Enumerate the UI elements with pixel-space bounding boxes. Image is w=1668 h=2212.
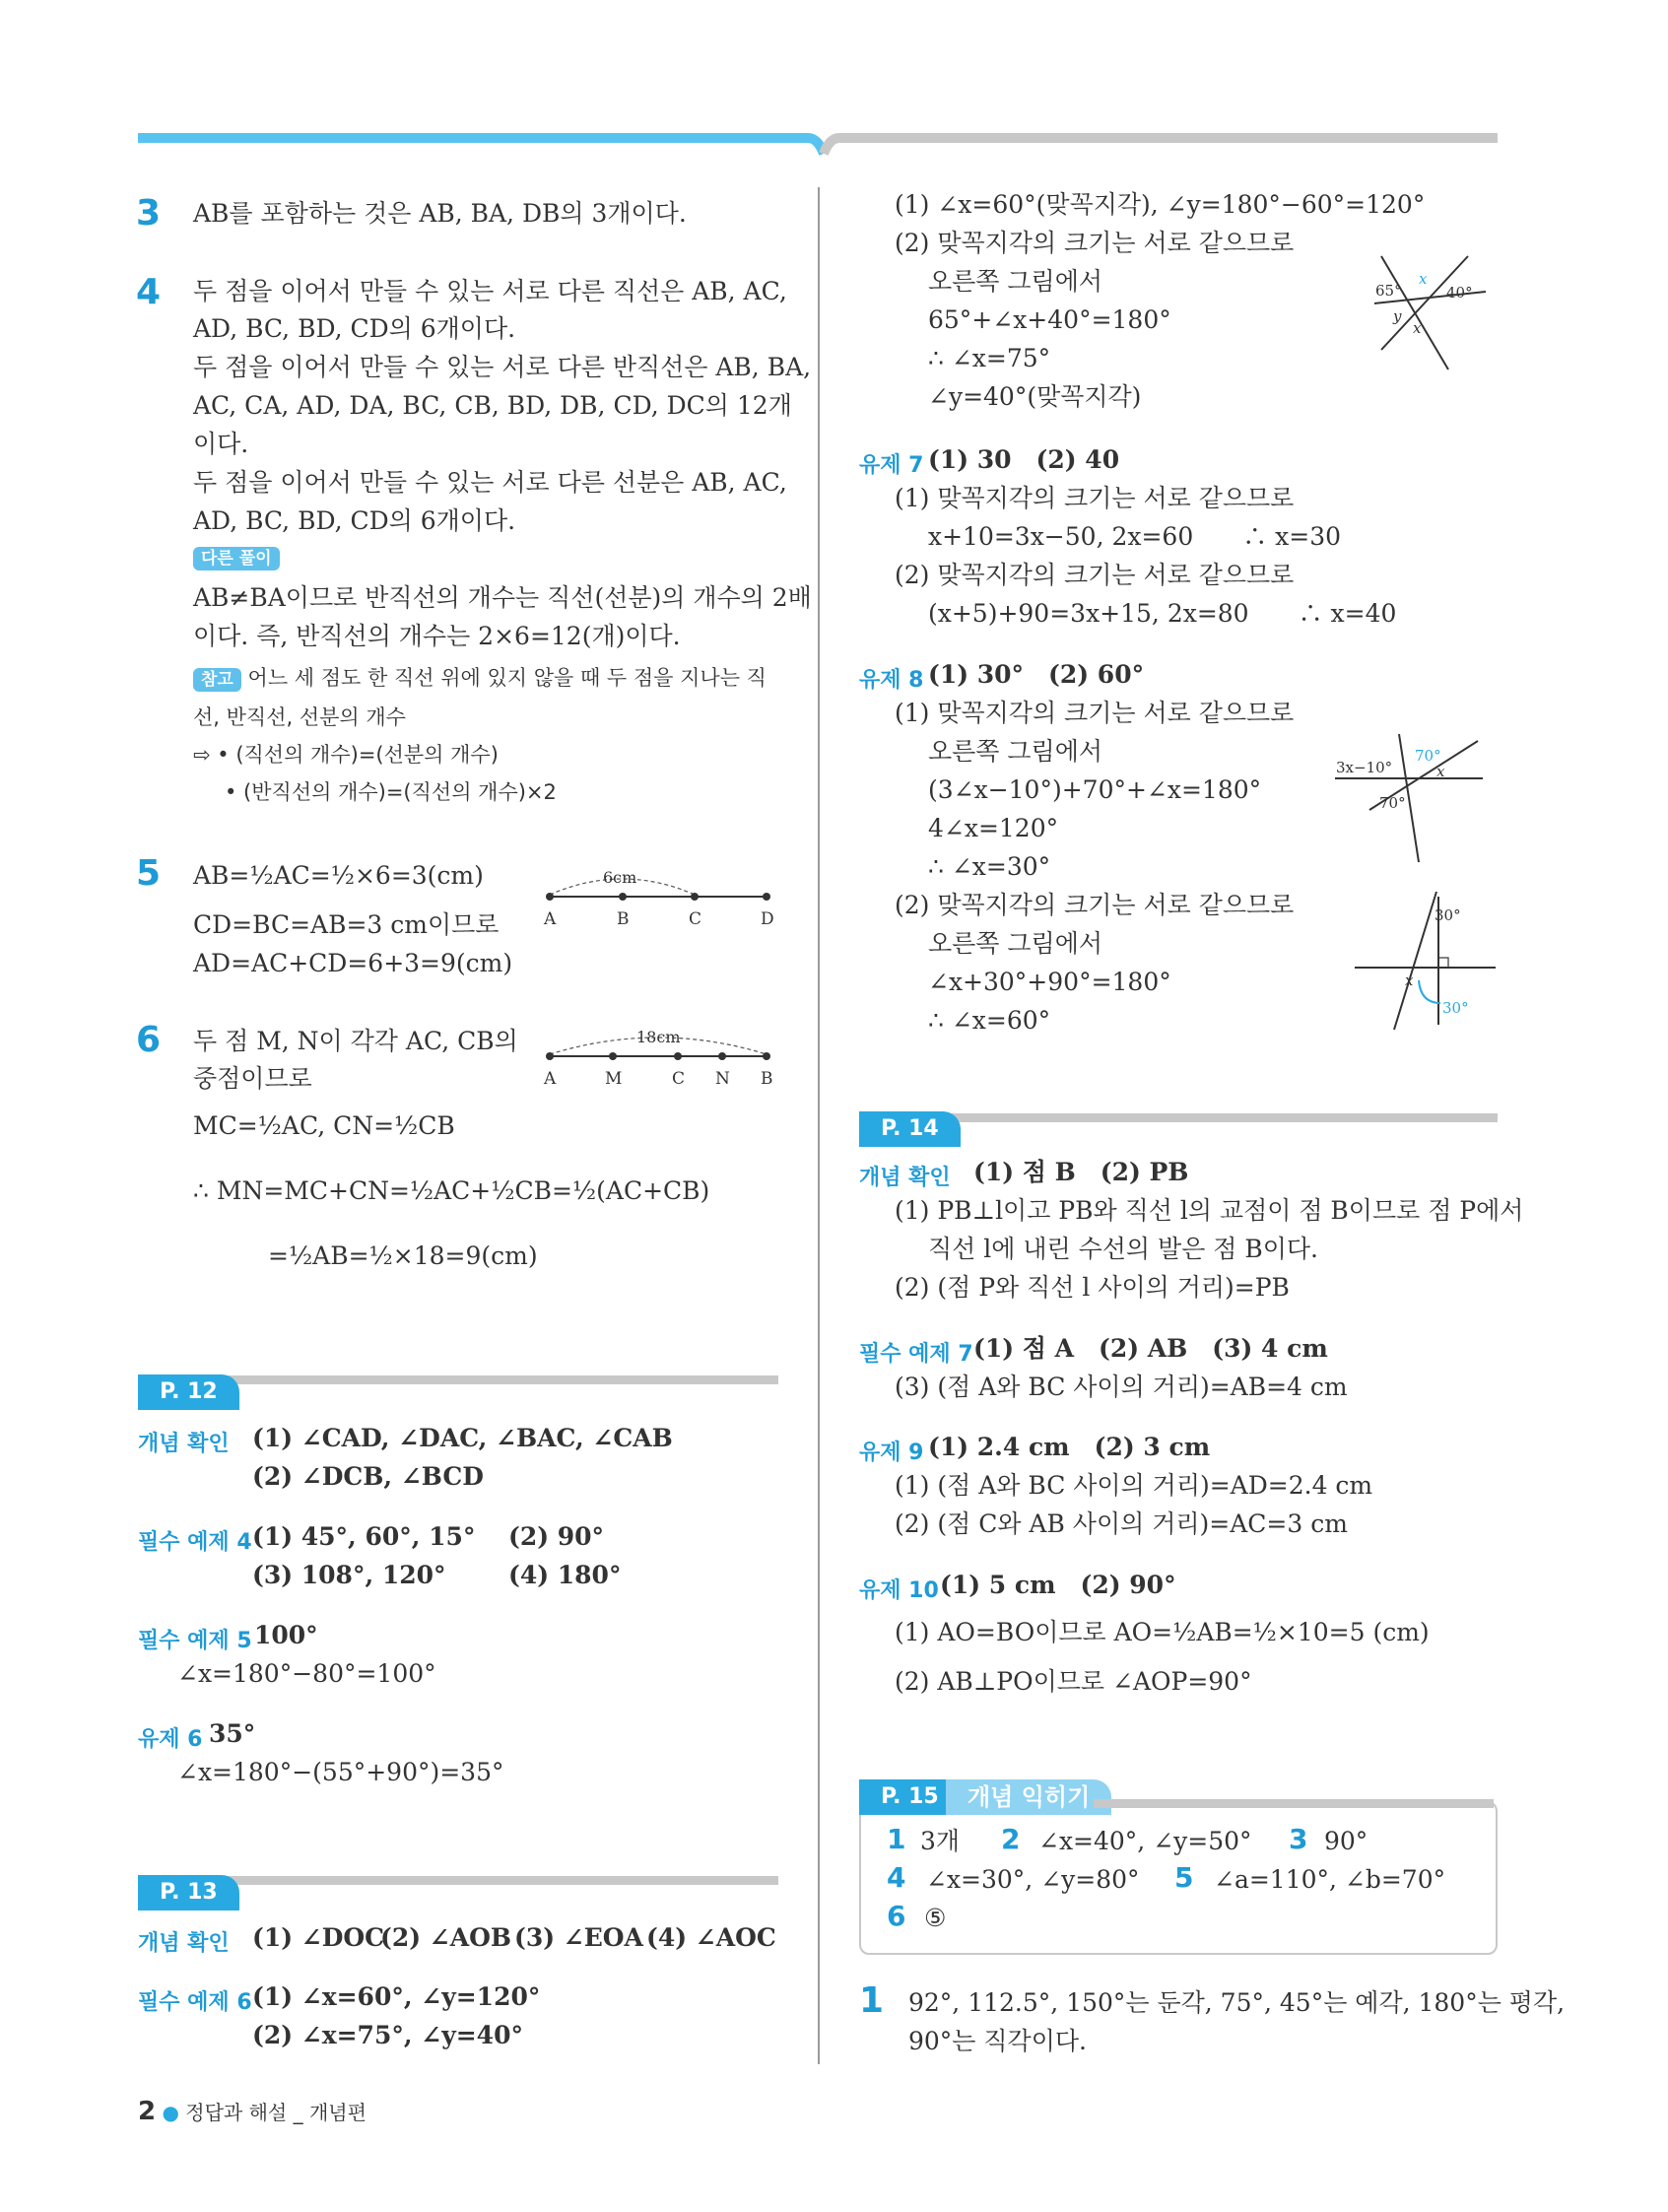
final-problem-line: 90°는 직각이다. [908, 2027, 1087, 2055]
fig1-label: y [1393, 307, 1402, 325]
problem-5-line: AB=½AC=½×6=3(cm) [193, 861, 484, 890]
angle-figure-1 [1369, 236, 1498, 374]
p13-concept-ans: (3) ∠EOA [514, 1923, 643, 1952]
y8-line: ∴ ∠x=60° [928, 1006, 1051, 1035]
y7-line: (2) 맞꼭지각의 크기는 서로 같으므로 [895, 561, 1295, 589]
reference-line: 선, 반직선, 선분의 개수 [193, 705, 406, 729]
p14-concept-line: 직선 l에 내린 수선의 발은 점 B이다. [928, 1235, 1318, 1263]
p14-concept-ans: (1) 점 B (2) PB [973, 1158, 1189, 1186]
point-label: A [544, 909, 557, 929]
y8-ans: (1) 30° (2) 60° [928, 660, 1145, 689]
problem-6-number: 6 [136, 1020, 162, 1060]
problem-4-line: 두 점을 이어서 만들 수 있는 서로 다른 반직선은 AB, BA, [193, 353, 812, 381]
point-label: M [605, 1069, 623, 1089]
p12-ex5-ans: 100° [254, 1621, 318, 1649]
y7-line: x+10=3x−50, 2x=60 ∴ x=30 [928, 522, 1342, 551]
fig2-label: x [1436, 763, 1445, 780]
y8-line: ∴ ∠x=30° [928, 852, 1051, 881]
footer: 2 ● 정답과 해설 _ 개념편 [138, 2097, 367, 2126]
ex6-solution-line: ∴ ∠x=75° [928, 344, 1051, 372]
p12-ex4-ans: (3) 108°, 120° [252, 1561, 446, 1589]
ex6-solution-line: ∠y=40°(맞꼭지각) [928, 382, 1142, 411]
problem-4-number: 4 [136, 272, 162, 312]
angle-figure-3 [1350, 887, 1498, 1035]
p15-tab: P. 15 [859, 1779, 961, 1815]
angle-figure-2 [1330, 729, 1488, 867]
problem-6-line: ∴ MN=MC+CN=½AC+½CB=½(AC+CB) [193, 1176, 710, 1205]
p15-item-text: 90° [1324, 1827, 1368, 1855]
y7-line: (x+5)+90=3x+15, 2x=80 ∴ x=40 [928, 599, 1397, 628]
fig1-label: x [1419, 270, 1428, 288]
p12-concept-label: 개념 확인 [138, 1432, 230, 1456]
p13-bar [227, 1876, 778, 1885]
point-label: A [544, 1069, 557, 1089]
y8-line: ∠x+30°+90°=180° [928, 968, 1171, 996]
footer-title: 정답과 해설 _ 개념편 [185, 2101, 367, 2124]
y8-line: 오른쪽 그림에서 [928, 737, 1102, 766]
reference-line: 참고 어느 세 점도 한 직선 위에 있지 않을 때 두 점을 지나는 직 [193, 662, 767, 692]
fig2-label: 3x−10° [1336, 759, 1393, 776]
p15-tab2: 개념 익히기 [946, 1779, 1111, 1815]
problem-6-line: MC=½AC, CN=½CB [193, 1111, 455, 1140]
point-label: B [761, 1069, 773, 1089]
problem-4-line: 두 점을 이어서 만들 수 있는 서로 다른 직선은 AB, AC, [193, 277, 787, 305]
p15-item-num: 1 [887, 1823, 906, 1855]
p12-bar [227, 1375, 778, 1384]
point-label: D [761, 909, 774, 929]
fig2-label: 70° [1415, 747, 1441, 765]
p12-ex4-ans: (1) 45°, 60°, 15° [252, 1522, 476, 1551]
point-label: N [715, 1069, 730, 1089]
y8-line: (2) 맞꼭지각의 크기는 서로 같으므로 [895, 891, 1295, 919]
p13-tab: P. 13 [138, 1875, 239, 1910]
p12-ex4-label: 필수 예제 4 [138, 1530, 252, 1555]
p15-item-text: ∠x=40°, ∠y=50° [1038, 1827, 1252, 1855]
page-number: 2 [138, 2097, 157, 2126]
fig3-label: 30° [1442, 999, 1469, 1017]
p12-ex5-line: ∠x=180°−80°=100° [177, 1659, 436, 1688]
p13-concept-label: 개념 확인 [138, 1931, 230, 1956]
p15-item-num: 3 [1289, 1823, 1308, 1855]
y7-label: 유제 7 [859, 453, 924, 478]
ex6-solution-line: 65°+∠x+40°=180° [928, 305, 1171, 334]
fig2-label: 70° [1379, 794, 1406, 812]
segment-figure-6 [542, 1025, 778, 1094]
p13-ex6-ans: (1) ∠x=60°, ∠y=120° [252, 1982, 541, 2011]
point-label: C [689, 909, 702, 929]
final-problem-line: 92°, 112.5°, 150°는 둔각, 75°, 45°는 예각, 180°는 평각, [908, 1988, 1566, 2017]
problem-4-line: AD, BC, BD, CD의 6개이다. [193, 314, 516, 343]
y8-line: 4∠x=120° [928, 814, 1059, 842]
fig3-label: x [1405, 972, 1414, 989]
p15-item-num: 4 [887, 1861, 906, 1894]
p12-y6-line: ∠x=180°−(55°+90°)=35° [177, 1758, 504, 1786]
p14-ex7-ans: (1) 점 A (2) AB (3) 4 cm [973, 1334, 1328, 1363]
p15-item-num: 6 [887, 1900, 906, 1932]
p14-y10-line: (2) AB⊥PO이므로 ∠AOP=90° [895, 1667, 1252, 1696]
p12-concept-line: (2) ∠DCB, ∠BCD [252, 1462, 484, 1491]
problem-4-line: AD, BC, BD, CD의 6개이다. [193, 506, 516, 535]
p15-item-text: ⑤ [924, 1904, 947, 1932]
figure-6-length: 18cm [636, 1028, 681, 1046]
point-label: C [672, 1069, 686, 1089]
y7-line: (1) 맞꼭지각의 크기는 서로 같으므로 [895, 484, 1295, 512]
p12-ex4-ans: (4) 180° [508, 1561, 622, 1589]
p14-concept-line: (2) (점 P와 직선 l 사이의 거리)=PB [895, 1273, 1290, 1302]
p15-bar [1094, 1799, 1494, 1808]
p15-item-num: 5 [1174, 1861, 1194, 1894]
problem-4-line: AC, CA, AD, DA, BC, CB, BD, DB, CD, DC의 12개 [193, 391, 792, 420]
p12-y6-ans: 35° [209, 1719, 256, 1748]
ex6-solution-line: (2) 맞꼭지각의 크기는 서로 같으므로 [895, 229, 1295, 257]
point-label: B [617, 909, 630, 929]
p13-concept-ans: (4) ∠AOC [646, 1923, 776, 1952]
segment-figure-5 [542, 865, 778, 934]
problem-6-line: =½AB=½×18=9(cm) [268, 1241, 538, 1270]
fig1-label: 65° [1375, 282, 1402, 300]
fig3-label: 30° [1434, 906, 1461, 924]
column-divider [818, 187, 820, 2064]
p12-tab: P. 12 [138, 1374, 239, 1410]
p12-ex4-ans: (2) 90° [508, 1522, 605, 1551]
problem-4-line: 이다. [193, 430, 249, 458]
p14-y9-ans: (1) 2.4 cm (2) 3 cm [928, 1433, 1211, 1461]
problem-4-line: 두 점을 이어서 만들 수 있는 서로 다른 선분은 AB, AC, [193, 468, 787, 497]
p12-ex5-label: 필수 예제 5 [138, 1629, 252, 1653]
p12-y6-label: 유제 6 [138, 1727, 203, 1752]
fig1-label: x [1413, 319, 1422, 337]
p13-ex6-ans: (2) ∠x=75°, ∠y=40° [252, 2021, 523, 2049]
p14-y9-label: 유제 9 [859, 1441, 924, 1465]
y8-label: 유제 8 [859, 668, 924, 693]
p13-concept-ans: (2) ∠AOB [380, 1923, 512, 1952]
p14-y10-line: (1) AO=BO이므로 AO=½AB=½×10=5 (cm) [895, 1618, 1430, 1646]
reference-line: • (반직선의 개수)=(직선의 개수)×2 [225, 780, 557, 804]
other-solution-line: AB≠BA이므로 반직선의 개수는 직선(선분)의 개수의 2배 [193, 583, 812, 612]
y8-line: (3∠x−10°)+70°+∠x=180° [928, 775, 1262, 804]
fig1-label: 40° [1446, 284, 1473, 302]
p15-item-text: 3개 [920, 1827, 961, 1855]
reference-line: ⇨ • (직선의 개수)=(선분의 개수) [193, 743, 499, 767]
p12-concept-line: (1) ∠CAD, ∠DAC, ∠BAC, ∠CAB [252, 1424, 673, 1452]
problem-5-number: 5 [136, 853, 162, 894]
y8-line: (1) 맞꼭지각의 크기는 서로 같으므로 [895, 699, 1295, 727]
problem-6-line: 두 점 M, N이 각각 AC, CB의 [193, 1027, 518, 1055]
problem-5-line: CD=BC=AB=3 cm이므로 [193, 910, 500, 939]
p13-ex6-label: 필수 예제 6 [138, 1990, 252, 2015]
other-solution-label: 다른 풀이 [193, 547, 280, 570]
ex6-solution-line: (1) ∠x=60°(맞꼭지각), ∠y=180°−60°=120° [895, 190, 1426, 219]
p14-concept-label: 개념 확인 [859, 1166, 951, 1190]
p14-y10-ans: (1) 5 cm (2) 90° [940, 1571, 1176, 1599]
p14-tab: P. 14 [859, 1111, 961, 1147]
p14-bar [946, 1113, 1498, 1122]
p13-concept-ans: (1) ∠DOC [252, 1923, 385, 1952]
figure-5-length: 6cm [603, 868, 637, 887]
final-problem-number: 1 [859, 1980, 885, 2021]
ex6-solution-line: 오른쪽 그림에서 [928, 267, 1102, 296]
reference-label: 참고 [193, 668, 241, 692]
p15-item-text: ∠a=110°, ∠b=70° [1214, 1865, 1446, 1894]
problem-5-line: AD=AC+CD=6+3=9(cm) [193, 949, 513, 977]
problem-3-number: 3 [136, 193, 162, 234]
p14-y9-line: (2) (점 C와 AB 사이의 거리)=AC=3 cm [895, 1509, 1348, 1538]
y7-ans: (1) 30 (2) 40 [928, 445, 1120, 474]
p14-concept-line: (1) PB⊥l이고 PB와 직선 l의 교점이 점 B이므로 점 P에서 [895, 1196, 1524, 1225]
p14-y10-label: 유제 10 [859, 1578, 939, 1603]
y8-line: 오른쪽 그림에서 [928, 929, 1102, 958]
other-solution-line: 이다. 즉, 반직선의 개수는 2×6=12(개)이다. [193, 622, 681, 650]
problem-6-line: 중점이므로 [193, 1064, 312, 1093]
problem-3-text: AB를 포함하는 것은 AB, BA, DB의 3개이다. [193, 199, 687, 228]
p14-ex7-line: (3) (점 A와 BC 사이의 거리)=AB=4 cm [895, 1373, 1348, 1401]
header-bars [0, 0, 1668, 158]
p14-ex7-label: 필수 예제 7 [859, 1342, 973, 1367]
p15-item-text: ∠x=30°, ∠y=80° [926, 1865, 1140, 1894]
p14-y9-line: (1) (점 A와 BC 사이의 거리)=AD=2.4 cm [895, 1471, 1373, 1500]
p15-item-num: 2 [1001, 1823, 1021, 1855]
